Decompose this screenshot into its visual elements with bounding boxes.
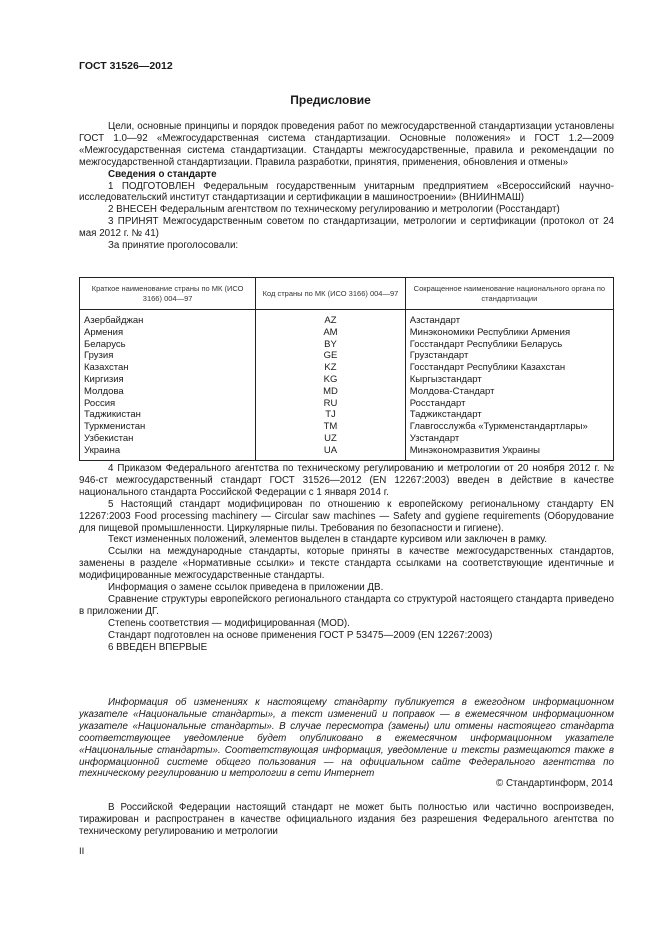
body-cell: Росстандарт bbox=[405, 398, 613, 410]
code-cell: BY bbox=[256, 339, 406, 351]
references-note: Ссылки на международные стандарты, которые приняты в качестве межгосударственных стандартов, заменены в разделе «Нормативные ссылки» и тексте стандарта ссылками на соответствующие идентичные и модифицированные межгосударственные стандарты. bbox=[79, 546, 614, 582]
country-cell: Киргизия bbox=[80, 374, 256, 386]
page-number: II bbox=[79, 846, 85, 857]
country-cell: Беларусь bbox=[80, 339, 256, 351]
code-cell: KZ bbox=[256, 362, 406, 374]
changes-information-notice: Информация об изменениях к настоящему стандарту публикуется в ежегодном информационном указателе «Национальные стандарты», а текст изменений и поправок — в ежемесячном информационном указателе «Национальные стандарты». В случае пересмотра (замены) или отмены настоящего стандарта соответствующее уведомление будет опубликовано в ежемесячном информационном указателе «Национальные стандарты». Соответствующая информация, уведомление и тексты размещаются также в информационной системе общего пользования — на официальном сайте Федерального агентства по техническому регулированию и метрологии в сети Интернет bbox=[79, 697, 614, 780]
intro-paragraph: Цели, основные принципы и порядок проведения работ по межгосударственной стандартизации установлены ГОСТ 1.0—92 «Межгосударственная система стандартизации. Основные положения» и ГОСТ 1.2—2009 «Межгосударственная система стандартизации. Стандарты межгосударственные, правила и рекомендации по межгосударственной стандартизации. Правила разработки, принятия, применения, обновления и отмены» bbox=[79, 121, 614, 168]
preface-top-block bbox=[79, 121, 614, 252]
code-cell: UA bbox=[256, 445, 406, 460]
body-cell: Молдова-Стандарт bbox=[405, 386, 613, 398]
country-cell: Армения bbox=[80, 327, 256, 339]
table-row bbox=[80, 386, 614, 398]
country-cell: Азербайджан bbox=[80, 310, 256, 327]
body-cell: Главгосслужба «Туркменстандартлары» bbox=[405, 421, 613, 433]
annex-dv-note: Информация о замене ссылок приведена в приложении ДВ. bbox=[108, 582, 384, 594]
country-cell: Украина bbox=[80, 445, 256, 460]
table-row bbox=[80, 310, 614, 327]
table-header-row bbox=[80, 278, 614, 310]
degree-of-conformity: Степень соответствия — модифицированная (MOD). bbox=[108, 617, 350, 629]
table-row bbox=[80, 339, 614, 351]
country-cell: Молдова bbox=[80, 386, 256, 398]
code-cell: MD bbox=[256, 386, 406, 398]
table-row bbox=[80, 350, 614, 362]
body-cell: Таджикстандарт bbox=[405, 409, 613, 421]
preface-bottom-block bbox=[79, 463, 614, 654]
item-5: 5 Настоящий стандарт модифицирован по отношению к европейскому региональному стандарту EN 12267:2003 Food processing machinery — Circular saw machines — Safety and gygiene requirements (Оборудование для пищевой промышленности. Циркулярные пилы. Требования по безопасности и гигиене). bbox=[79, 498, 614, 534]
code-cell: KG bbox=[256, 374, 406, 386]
header-country: Краткое наименование страны по МК (ИСО 3166) 004—97 bbox=[80, 278, 256, 310]
modified-text-note: Текст измененных положений, элементов выделен в стандарте курсивом или заключен в рамку. bbox=[108, 534, 547, 546]
body-cell: Минэкономики Республики Армения bbox=[405, 327, 613, 339]
country-cell: Грузия bbox=[80, 350, 256, 362]
body-cell: Кыргызстандарт bbox=[405, 374, 613, 386]
country-cell: Россия bbox=[80, 398, 256, 410]
reproduction-notice: В Российской Федерации настоящий стандарт не может быть полностью или частично воспроизведен, тиражирован и распространен в качестве официального издания без разрешения Федерального агентства по техническому регулированию и метрологии bbox=[79, 802, 614, 837]
body-cell: Азстандарт bbox=[405, 310, 613, 327]
table-row bbox=[80, 327, 614, 339]
item-6: 6 ВВЕДЕН ВПЕРВЫЕ bbox=[108, 641, 208, 653]
code-cell: TM bbox=[256, 421, 406, 433]
item-3: 3 ПРИНЯТ Межгосударственным советом по стандартизации, метрологии и сертификации (протокол от 24 мая 2012 г. № 41) bbox=[79, 216, 614, 240]
voting-table bbox=[79, 277, 614, 461]
country-cell: Узбекистан bbox=[80, 433, 256, 445]
table-row bbox=[80, 433, 614, 445]
code-cell: GE bbox=[256, 350, 406, 362]
code-cell: RU bbox=[256, 398, 406, 410]
item-1: 1 ПОДГОТОВЛЕН Федеральным государственным унитарным предприятием «Всероссийский научно-исследовательский институт стандартизации и сертификации в машиностроении» (ВНИИНМАШ) bbox=[79, 180, 614, 204]
table-row bbox=[80, 398, 614, 410]
table-row bbox=[80, 421, 614, 433]
vote-label: За принятие проголосовали: bbox=[108, 240, 239, 252]
body-cell: Госстандарт Республики Казахстан bbox=[405, 362, 613, 374]
header-body: Сокращенное наименование национального органа по стандартизации bbox=[405, 278, 613, 310]
body-cell: Минэкономразвития Украины bbox=[405, 445, 613, 460]
code-cell: AM bbox=[256, 327, 406, 339]
page-title: Предисловие bbox=[290, 93, 371, 107]
code-cell: UZ bbox=[256, 433, 406, 445]
body-cell: Грузстандарт bbox=[405, 350, 613, 362]
structure-comparison-note: Сравнение структуры европейского регионального стандарта со структурой настоящего стандарта приведено в приложении ДГ. bbox=[79, 593, 614, 617]
country-cell: Таджикистан bbox=[80, 409, 256, 421]
prepared-basis: Стандарт подготовлен на основе применения ГОСТ Р 53475—2009 (EN 12267:2003) bbox=[108, 629, 493, 641]
country-cell: Казахстан bbox=[80, 362, 256, 374]
country-cell: Туркменистан bbox=[80, 421, 256, 433]
body-cell: Госстандарт Республики Беларусь bbox=[405, 339, 613, 351]
copyright: © Стандартинформ, 2014 bbox=[496, 778, 613, 789]
code-cell: TJ bbox=[256, 409, 406, 421]
table-row bbox=[80, 374, 614, 386]
item-2: 2 ВНЕСЕН Федеральным агентством по техническому регулированию и метрологии (Росстандарт) bbox=[108, 204, 560, 216]
body-cell: Узстандарт bbox=[405, 433, 613, 445]
document-code: ГОСТ 31526—2012 bbox=[79, 60, 173, 72]
table-row bbox=[80, 362, 614, 374]
code-cell: AZ bbox=[256, 310, 406, 327]
table-row bbox=[80, 409, 614, 421]
item-4: 4 Приказом Федерального агентства по техническому регулированию и метрологии от 20 ноября 2012 г. № 946-ст межгосударственный стандарт ГОСТ 31526—2012 (EN 12267:2003) введен в действие в качестве национального стандарта Российской Федерации с 1 января 2014 г. bbox=[79, 463, 614, 498]
info-heading: Сведения о стандарте bbox=[108, 168, 217, 180]
table-row bbox=[80, 445, 614, 460]
header-code: Код страны по МК (ИСО 3166) 004—97 bbox=[256, 278, 406, 310]
